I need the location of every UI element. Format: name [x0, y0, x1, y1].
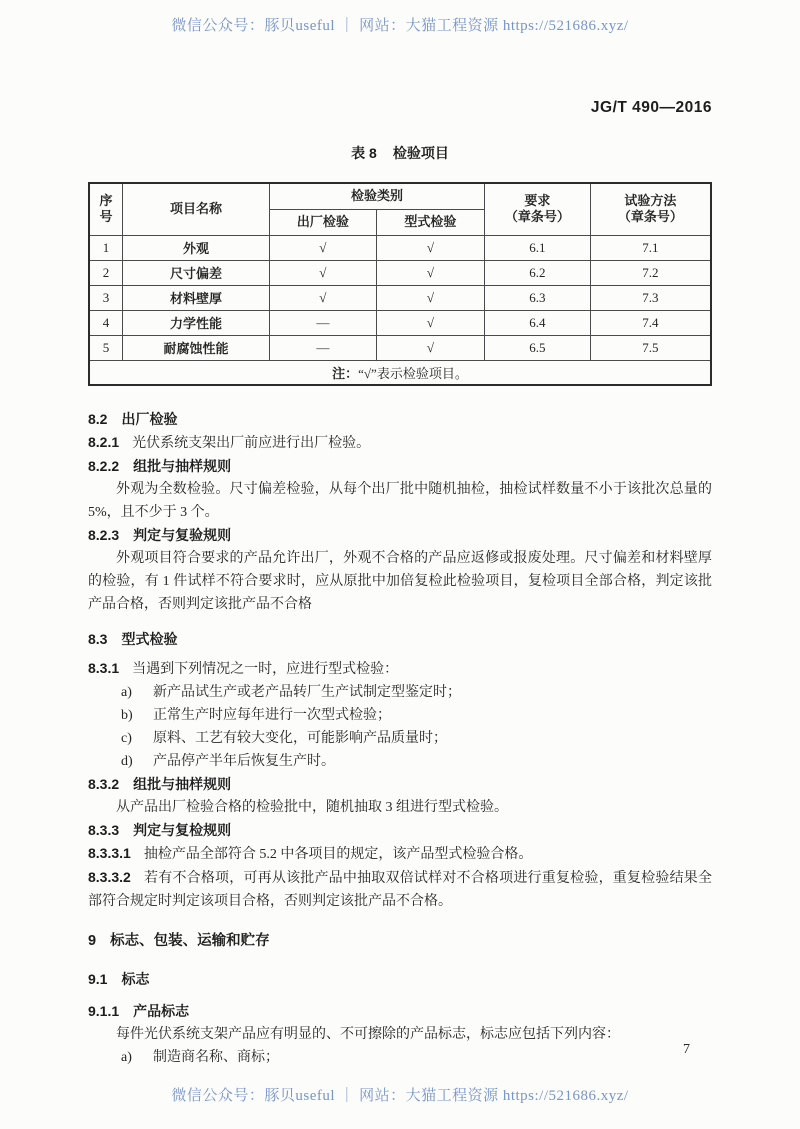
- standard-number: JG/T 490—2016: [590, 99, 712, 116]
- watermark-bottom: 微信公众号：豚贝useful ｜ 网站：大猫工程资源 https://521686.xyz/: [171, 1088, 629, 1104]
- cell-factory: √: [269, 260, 376, 285]
- clause-title: 标志: [121, 971, 150, 987]
- list-label: a): [121, 1050, 132, 1065]
- cell-seq: 3: [89, 285, 123, 310]
- cell-method: 7.4: [590, 310, 711, 335]
- list-item-c: [88, 727, 712, 750]
- table-note: [89, 360, 711, 385]
- cell-type: √: [376, 285, 484, 310]
- page-content: [88, 143, 712, 1069]
- clause-number: 8.3.3.1: [88, 845, 131, 861]
- list-label: a): [121, 685, 132, 700]
- cell-seq: 4: [89, 310, 123, 335]
- clause-text: 若有不合格项，可再从该批产品中抽取双倍试样对不合格项进行重复检验，重复检验结果全部符合规定时判定该项目合格，否则判定该批产品不合格。: [88, 871, 712, 909]
- paragraph-9-1-1: 每件光伏系统支架产品应有明显的、不可擦除的产品标志，标志应包括下列内容：: [116, 1027, 620, 1042]
- cell-requirement: 6.2: [485, 260, 591, 285]
- cell-item: 耐腐蚀性能: [123, 335, 270, 360]
- clause-title: 判定与复验规则: [133, 527, 232, 543]
- cell-factory: √: [269, 235, 376, 260]
- paragraph-8-3-2: 从产品出厂检验合格的检验批中，随机抽取 3 组进行型式检验。: [116, 800, 508, 815]
- table-title: [88, 143, 712, 163]
- clause-8-3-1: [88, 657, 712, 681]
- list-label: c): [121, 731, 132, 746]
- cell-seq: 5: [89, 335, 123, 360]
- list-text: 制造商名称、商标；: [153, 1050, 279, 1065]
- list-item-b: [88, 704, 712, 727]
- cell-method: 7.1: [590, 235, 711, 260]
- list-item-a: [88, 1046, 712, 1069]
- clause-title: 组批与抽样规则: [133, 458, 232, 474]
- cell-requirement: 6.3: [485, 285, 591, 310]
- clause-8-2-1: [88, 431, 712, 455]
- table-note-row: [89, 360, 711, 385]
- cell-factory: —: [269, 335, 376, 360]
- table-title-text: 检验项目: [392, 145, 449, 161]
- clause-number: 8.2.2: [88, 458, 120, 474]
- col-header-requirement-line2: （章条号）: [504, 209, 570, 225]
- cell-requirement: 6.4: [485, 310, 591, 335]
- clause-title: 出厂检验: [121, 411, 178, 427]
- section-9-1-1-heading: [88, 1000, 712, 1023]
- cell-seq: 1: [89, 235, 123, 260]
- clause-title: 标志、包装、运输和贮存: [110, 933, 270, 949]
- cell-requirement: 6.5: [485, 335, 591, 360]
- col-header-category: 检验类别: [269, 183, 484, 209]
- clause-number: 8.2.3: [88, 527, 120, 543]
- list-item-a: [88, 681, 712, 704]
- clause-number: 8.2.1: [88, 434, 120, 450]
- col-header-requirement-line1: 要求: [524, 193, 551, 208]
- clause-number: 8.2: [88, 411, 108, 427]
- list-label: d): [121, 754, 133, 769]
- clause-number: 8.3.1: [88, 660, 120, 676]
- col-header-method-line1: 试验方法: [624, 193, 677, 208]
- clause-8-3-3-2: [88, 866, 712, 913]
- note-prefix: 注：: [332, 365, 359, 381]
- clause-number: 9.1: [88, 971, 108, 987]
- section-8-3-heading: [88, 628, 712, 651]
- page-number: 7: [683, 1042, 690, 1057]
- cell-type: √: [376, 335, 484, 360]
- clause-number: 8.3: [88, 631, 108, 647]
- cell-type: √: [376, 260, 484, 285]
- clause-title: 产品标志: [133, 1003, 190, 1019]
- section-9-1-heading: [88, 968, 712, 991]
- list-text: 新产品试生产或老产品转厂生产试制定型鉴定时；: [153, 685, 461, 700]
- watermark-top: 微信公众号：豚贝useful ｜ 网站：大猫工程资源 https://521686.xyz/: [171, 18, 629, 34]
- section-8-2-3-heading: [88, 524, 712, 547]
- clause-text: 光伏系统支架出厂前应进行出厂检验。: [132, 436, 371, 451]
- list-label: b): [121, 708, 133, 723]
- col-header-method: [590, 183, 711, 235]
- cell-method: 7.5: [590, 335, 711, 360]
- col-header-type-inspection: 型式检验: [376, 209, 484, 235]
- clause-text: 抽检产品全部符合 5.2 中各项目的规定，该产品型式检验合格。: [143, 847, 533, 862]
- cell-method: 7.3: [590, 285, 711, 310]
- clause-text: 当遇到下列情况之一时，应进行型式检验：: [132, 662, 399, 677]
- cell-item: 尺寸偏差: [123, 260, 270, 285]
- paragraph-8-2-2: 外观为全数检验。尺寸偏差检验，从每个出厂批中随机抽检，抽检试样数量不小于该批次总量的5%，且不少于 3 个。: [88, 482, 712, 520]
- table-row: [89, 335, 711, 360]
- section-8-2-heading: [88, 408, 712, 431]
- table-header-row-1: [89, 183, 711, 209]
- list-text: 原料、工艺有较大变化，可能影响产品质量时；: [153, 731, 447, 746]
- cell-requirement: 6.1: [485, 235, 591, 260]
- clause-8-3-3-1: [88, 842, 712, 866]
- col-header-requirement: [485, 183, 591, 235]
- section-8-2-2-heading: [88, 455, 712, 478]
- table-row: [89, 260, 711, 285]
- clause-title: 组批与抽样规则: [133, 776, 232, 792]
- cell-method: 7.2: [590, 260, 711, 285]
- section-8-3-2-heading: [88, 773, 712, 796]
- note-text: “√”表示检验项目。: [358, 365, 468, 381]
- col-header-item: 项目名称: [123, 183, 270, 235]
- cell-seq: 2: [89, 260, 123, 285]
- cell-factory: √: [269, 285, 376, 310]
- clause-number: 8.3.2: [88, 776, 120, 792]
- col-header-factory-inspection: 出厂检验: [269, 209, 376, 235]
- clause-title: 判定与复检规则: [133, 822, 232, 838]
- list-text: 正常生产时应每年进行一次型式检验；: [153, 708, 391, 723]
- cell-item: 力学性能: [123, 310, 270, 335]
- table-row: [89, 310, 711, 335]
- cell-factory: —: [269, 310, 376, 335]
- list-text: 产品停产半年后恢复生产时。: [153, 754, 335, 769]
- table-title-label: 表 8: [351, 145, 377, 161]
- cell-type: √: [376, 310, 484, 335]
- paragraph-8-2-3: 外观项目符合要求的产品允许出厂，外观不合格的产品应返修或报废处理。尺寸偏差和材料壁厚的检验，有 1 件试样不符合要求时，应从原批中加倍复检此检验项目，复检项目全部合格，判定该批产品合格，否则判定该批产品不合格: [88, 551, 712, 612]
- list-item-d: [88, 750, 712, 773]
- table-row: [89, 235, 711, 260]
- inspection-items-table: [88, 182, 712, 386]
- clause-number: 9: [88, 933, 97, 949]
- cell-item: 外观: [123, 235, 270, 260]
- clauses-body: [88, 408, 712, 1069]
- clause-number: 8.3.3.2: [88, 869, 131, 885]
- section-9-heading: [88, 930, 712, 953]
- col-header-seq: 序号: [89, 183, 123, 235]
- table-row: [89, 285, 711, 310]
- cell-type: √: [376, 235, 484, 260]
- clause-title: 型式检验: [121, 631, 178, 647]
- clause-number: 8.3.3: [88, 822, 120, 838]
- col-header-method-line2: （章条号）: [617, 209, 683, 225]
- cell-item: 材料壁厚: [123, 285, 270, 310]
- clause-number: 9.1.1: [88, 1003, 120, 1019]
- section-8-3-3-heading: [88, 819, 712, 842]
